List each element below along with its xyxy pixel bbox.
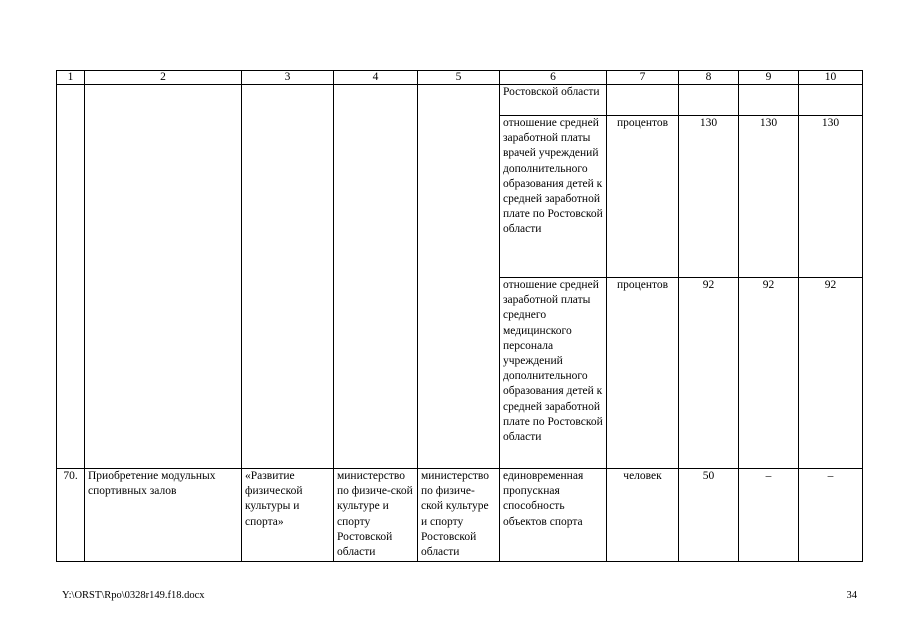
table-cell bbox=[242, 85, 334, 469]
indicator-cell: единовременная пропускная способность объектов спорта bbox=[500, 469, 607, 562]
value-cell: 92 bbox=[799, 278, 863, 469]
col-header-1: 1 bbox=[57, 71, 85, 85]
table-cell bbox=[739, 85, 799, 116]
col-header-5: 5 bbox=[418, 71, 500, 85]
value-cell: 130 bbox=[739, 116, 799, 278]
executor-cell: министерство по физиче-ской культуре и спорту Ростовской области bbox=[334, 469, 418, 562]
footer-file-path: Y:\ORST\Rpo\0328r149.f18.docx bbox=[62, 590, 205, 601]
table-cell bbox=[418, 85, 500, 469]
table-cell bbox=[85, 85, 242, 469]
value-cell: – bbox=[739, 469, 799, 562]
program-cell: «Развитие физической культуры и спорта» bbox=[242, 469, 334, 562]
unit-cell: процентов bbox=[607, 116, 679, 278]
value-cell: 92 bbox=[739, 278, 799, 469]
program-table bbox=[56, 70, 863, 562]
indicator-cell: отношение средней заработной платы среднего медицинского персонала учреждений дополнительного образования детей к средней заработной плате по Ростовской области bbox=[500, 278, 607, 469]
indicator-cell: отношение средней заработной платы врачей учреждений дополнительного образования детей к средней заработной плате по Ростовской области bbox=[500, 116, 607, 278]
col-header-9: 9 bbox=[739, 71, 799, 85]
unit-cell: человек bbox=[607, 469, 679, 562]
event-name-cell: Приобретение модульных спортивных залов bbox=[85, 469, 242, 562]
table-cell bbox=[334, 85, 418, 469]
col-header-6: 6 bbox=[500, 71, 607, 85]
col-header-8: 8 bbox=[679, 71, 739, 85]
unit-cell: процентов bbox=[607, 278, 679, 469]
co-executor-cell: министерство по физиче-ской культуре и спорту Ростовской области bbox=[418, 469, 500, 562]
indicator-cell: Ростовской области bbox=[500, 85, 607, 116]
col-header-10: 10 bbox=[799, 71, 863, 85]
table-cell bbox=[679, 85, 739, 116]
table-cell bbox=[57, 85, 85, 469]
table-row bbox=[57, 85, 863, 116]
value-cell: 130 bbox=[679, 116, 739, 278]
col-header-3: 3 bbox=[242, 71, 334, 85]
col-header-7: 7 bbox=[607, 71, 679, 85]
table-cell bbox=[607, 85, 679, 116]
col-header-2: 2 bbox=[85, 71, 242, 85]
col-header-4: 4 bbox=[334, 71, 418, 85]
value-cell: 50 bbox=[679, 469, 739, 562]
value-cell: 130 bbox=[799, 116, 863, 278]
table-row bbox=[57, 469, 863, 562]
header-row bbox=[57, 71, 863, 85]
value-cell: – bbox=[799, 469, 863, 562]
table-cell bbox=[799, 85, 863, 116]
row-number-cell: 70. bbox=[57, 469, 85, 562]
footer-page-number: 34 bbox=[846, 590, 857, 601]
value-cell: 92 bbox=[679, 278, 739, 469]
